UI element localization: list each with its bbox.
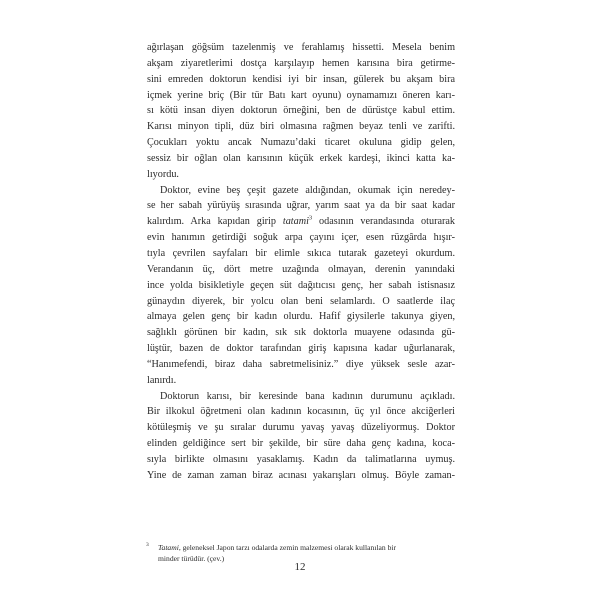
body-text <box>147 40 455 484</box>
tatami-term: tatami <box>282 216 309 228</box>
text-line: ince yolda bisikletiyle geçen süt dağıtıcısı genç, her sabah istisnasız <box>147 279 455 291</box>
footnote-reference: 3 <box>308 214 313 222</box>
text-line: almaya gelen genç bir kadın olurdu. Hafif giysilerle takunya giyen, <box>147 311 455 323</box>
text-line: lıyordu. <box>147 168 179 180</box>
text-line: Karısı minyon tipli, düz biri olmasına rağmen beyaz tenli ve zarifti. <box>147 121 455 133</box>
text-line: Bir ilkokul öğretmeni olan kadının kocasının, üç yıl önce akciğerleri <box>147 406 455 418</box>
text-line: elinden geldiğince sert bir şekilde, bir süre daha genç kadına, koca- <box>147 438 455 450</box>
text-line: se her sabah yürüyüş sırasında uğrar, yarım saat ya da bir saat kadar <box>147 200 455 212</box>
paragraph-2 <box>147 183 455 389</box>
text-line: Çocukları yoktu ancak Numazu’daki ticaret okuluna gidip gelen, <box>147 137 455 149</box>
text-line: sini emreden doktorun kendisi iyi bir insan, gülerek bu akşam bira <box>147 73 455 85</box>
text-line: Yine de zaman zaman biraz acınası yakarışları olmuş. Böyle zaman- <box>147 469 455 481</box>
text-line: sessiz bir oğlan olan karısının küçük erkek kardeşi, ikinci katta ka- <box>147 152 455 164</box>
text-line: lanırdı. <box>147 374 177 386</box>
text-line: evin hanımın getirdiği soğuk arpa çayını içer, esen rüzgârda hışır- <box>147 232 455 244</box>
footnote-number: 3 <box>146 542 149 548</box>
footnote-text: minder türüdür. (çev.) <box>158 554 225 563</box>
text-line: ağırlaşan göğsüm tazelenmiş ve ferahlamış hissetti. Mesela benim <box>147 42 455 53</box>
text-line: Doktor, evine beş çeşit gazete aldığından, okumak için neredey- <box>160 184 455 196</box>
page-number: 12 <box>294 561 306 573</box>
text-line: sağlıklı görünen bir kadın, sık sık doktorla muayene odasında gü- <box>147 327 455 339</box>
text-line: akşam ziyaretlerimi dostça karşılayıp hemen karısına bira getirme- <box>147 57 455 69</box>
text-line: içmek yerine briç (Bir tür Batı kart oyunu) oynamamızı öneren karı- <box>147 89 455 101</box>
footnote-text: , geleneksel Japon tarzı odalarda zemin malzemesi olarak kullanılan bir <box>178 543 397 552</box>
text-line: sıyla birlikte olmasını yasaklamış. Kadın da talimatlarına uymuş. <box>147 453 455 465</box>
text-line: sı kötü insan diyen doktorun örneğini, ben de dürüstçe kabul ettim. <box>147 105 455 117</box>
text-line: günaydın diyerek, bir yolcu olan beni selamlardı. O saatlerde ilaç <box>147 295 455 307</box>
text-line: Doktorun karısı, bir keresinde bana kadının durumunu açıkladı. <box>160 390 455 402</box>
footnote-term: Tatami <box>158 543 179 552</box>
paragraph-1 <box>147 40 455 183</box>
paragraph-3 <box>147 389 455 484</box>
text-fragment: odasının verandasında oturarak <box>312 216 455 228</box>
text-fragment: kalırdım. Arka kapıdan girip <box>147 216 283 228</box>
text-line: “Hanımefendi, biraz daha sabretmelisiniz.” diye yüksek sesle azar- <box>147 358 455 370</box>
text-line: kötüleşmiş ve şu sıralar durumu yavaş yavaş düzeliyormuş. Doktor <box>147 422 455 434</box>
text-line <box>147 214 455 230</box>
text-line: tıyla çevrilen sayfaları bir elimle sıkıca tutarak gazeteyi okurdum. <box>147 247 455 259</box>
text-line: lüştür, bazen de doktor tarafından giriş kapısına kadar uğurlanarak, <box>147 343 455 355</box>
text-line: Verandanın üç, dört metre uzağında olmayan, derenin yanındaki <box>147 263 455 275</box>
